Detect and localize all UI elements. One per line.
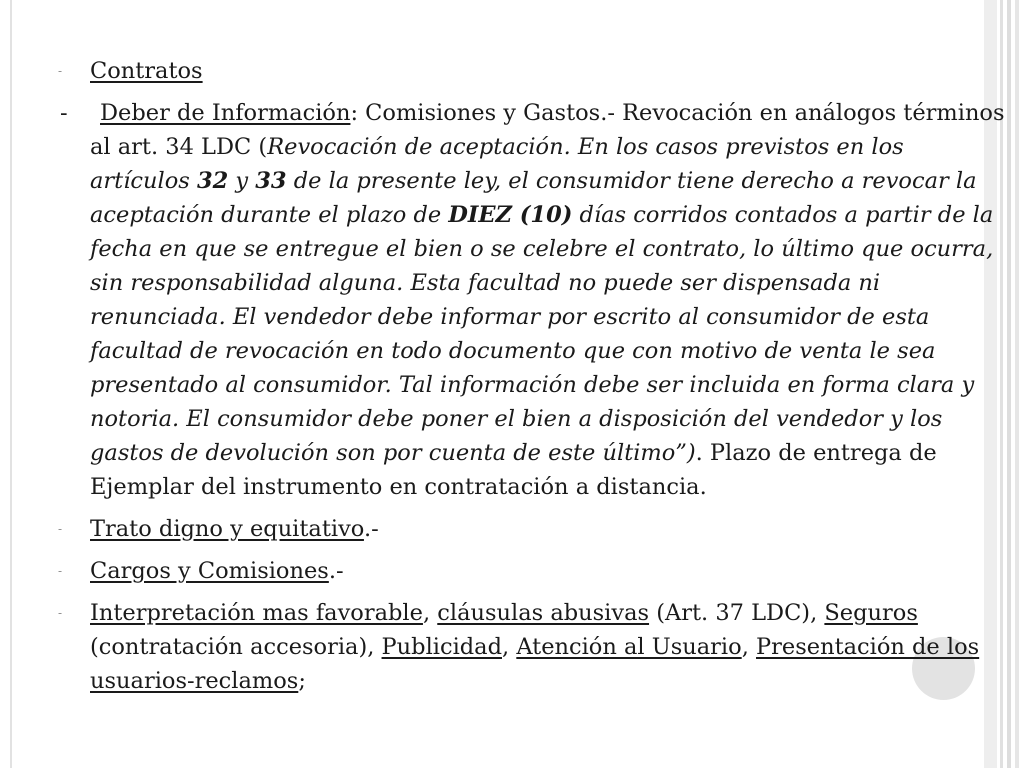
list-item-cargos-comisiones [58,554,1010,588]
left-decorative-line [10,0,12,768]
item-text: : Comisiones y Gastos.- Revocación en análogos términos al art. 34 LDC ( [90,100,1005,160]
list-item-deber-informacion [60,96,1010,504]
quote-text: Revocación de aceptación. En los casos previstos en los artículos [90,134,904,194]
bullet: - [60,100,68,126]
item-suffix: .- [328,558,344,584]
separator: , [502,634,517,660]
topic-clausulas: cláusulas abusivas [437,600,650,626]
slide-content [58,54,1010,706]
separator: , [422,600,438,626]
quote-text: días corridos contados a partir de la fecha en que se entregue el bien o se celebre el contrato, lo último que ocurra, sin responsabilidad alguna. Esta facultad no puede ser dispensada ni renunciada. El vendedor debe informar por escrito al consumidor de esta facultad de revocación en todo documento que con motivo de venta le sea presentado al consumidor. Tal información debe ser incluida en forma clara y notoria. El consumidor debe poner el bien a disposición del vendedor y los gastos de devolución son por cuenta de este último”) [90,202,994,466]
item-title: Cargos y Comisiones [90,558,329,584]
item-text: . Plazo de entrega de Ejemplar del instrumento en contratación a distancia. [90,440,937,500]
list-item-interpretacion [58,596,1010,698]
item-title: Trato digno y equitativo [90,516,364,542]
bullet: - [58,522,63,536]
bullet: - [58,64,63,78]
item-title: Deber de Información [100,100,351,126]
quote-bold: 32 [196,168,229,194]
list-item-trato-digno [58,512,1010,546]
item-text: (contratación accesoria), [90,634,382,660]
quote-text: de la presente ley, el consumidor tiene derecho a revocar la aceptación durante el plazo de [90,168,977,228]
topic-presentacion: Presentación de los usuarios-reclamos [90,634,980,694]
decorative-bar [1015,0,1019,768]
bullet: - [58,606,63,620]
separator: , [741,634,756,660]
item-title: Contratos [90,58,203,84]
quote-bold: 33 [255,168,287,194]
bullet: - [58,564,63,578]
item-suffix: .- [363,516,379,542]
list-item-contratos [58,54,1010,88]
quote-text: y [228,168,256,194]
topic-seguros: Seguros [824,600,918,626]
quote-bold: DIEZ (10) [448,202,573,228]
topic-atencion: Atención al Usuario [516,634,742,660]
topic-interpretacion: Interpretación mas favorable [90,600,423,626]
topic-publicidad: Publicidad [381,634,502,660]
item-text: (Art. 37 LDC), [649,600,825,626]
item-suffix: ; [298,668,306,694]
